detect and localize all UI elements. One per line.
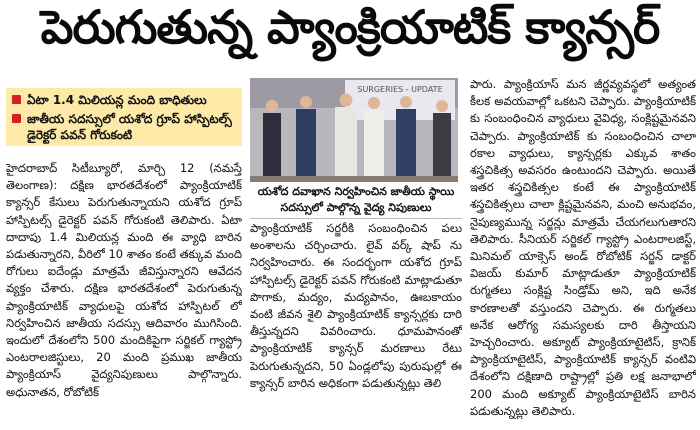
highlight-text: జాతీయ సదస్సులో యశోద గ్రూప్ హాస్పిటల్స్ డైరెక్టర్ పవన్ గోరుకంటి [27,112,232,142]
highlight-item [12,92,236,108]
caption-divider [250,218,462,219]
article-paragraph: పారు. ప్యాంక్రియాస్ మన జీర్ణవ్యవస్థలో అత్యంత కీలక అవయవాల్లో ఒకటని చెప్పారు. ప్యాంక్రియాటిక్ కు సంబంధించిన వ్యాధులు వైవిధ్య, సంక్లిష్టమైనవని చెప్పారు. ప్యాంక్రియాటిక్ కు సంబంధించిన చాలా రకాల వ్యాధులు, క్యాన్సర్లకు ఎక్కువ శాతం శస్త్రచికిత్స అవసరం ఉంటుందని చెప్పారు. అయితే ఇతర శస్త్రచికిత్సల కంటే ఈ ప్యాంక్రియాటిక్ శస్త్రచికిత్సలు చాలా క్లిష్టమైనవని, మంచి అనుభవం, నైపుణ్యమున్న సర్జన్లు మాత్రమే చేయగలుగుతారని తెలిపారు. సీనియర్ సర్జికల్ గ్యాస్ట్రో ఎంటరాలజిస్ట్, మినిమల్ యాక్సెస్ అండ్ రోబోటిక్ సర్జన్ డాక్టర్ విజయ్ కుమార్ మాట్లాడుతూ ప్యాంక్రియాటిక్ రుగ్మతలు సంక్లిష్ట సిండ్రోమ్ అని, ఇది అనేక కారణాలతో వస్తుందని చెప్పారు. ఈ రుగ్మతలు అనేక ఆరోగ్య సమస్యలకు దారి తీస్తాయని హెచ్చరించారు. అక్యూట్ ప్యాంక్రియాటైటిస్, క్రానిక్ ప్యాంక్రియాటైటిస్, ప్యాంక్రియాటిక్ క్యాన్సర్ వంటివి దేశంలోని దక్షిణాది రాష్ట్రాల్లో ప్రతి లక్ష జనాభాలో 200 మంది అక్యూట్ ప్యాంక్రియాటైటిస్ బారిన పడుతున్నట్లు తెలిపారు. [470,77,696,418]
doctors-group-photo [250,78,458,182]
article-paragraph: ప్యాంక్రియాటిక్ సర్జరీకి సంబంధించిన పలు అంశాలను చర్చించారు. లైవ్ వర్క్ షాప్ ను నిర్వహించారు. ఈ సందర్భంగా యశోద గ్రూప్ హాస్పిటల్స్ డైరెక్టర్ పవన్ గోరుకంటి మాట్లాడుతూ పొగాకు, మద్యం, మద్యపానం, ఊబకాయం వంటి జీవన శైలి ప్యాంక్రియాటిక్ క్యాన్సర్లకు దారి తీస్తున్నదని వివరించారు. ధూమపానంతో ప్యాంక్రియాటిక్ క్యాన్సర్ మరణాలు రేటు పెరుగుతున్నదని, 50 ఏండ్లలోపు పురుషుల్లో ఈ క్యాన్సర్ బారిన అధికంగా పడుతున్నట్లు తెలి [250,221,462,390]
highlight-item [12,111,236,143]
highlights-box [6,88,242,146]
red-square-bullet-icon [12,95,21,104]
headline: పెరుగుతున్న ప్యాంక్రియాటిక్ క్యాన్సర్ [40,0,660,54]
article-column-left [6,160,242,430]
red-square-bullet-icon [12,114,21,123]
article-column-right [470,76,696,430]
highlight-text: ఏటా 1.4 మిలియన్ల మంది బాధితులు [27,93,207,107]
news-photo [250,78,458,182]
photo-caption: యశోద దవాఖాన నిర్వహించిన జాతీయ స్థాయి సదస్సులో పాల్గొన్న వైద్య నిపుణులు [257,185,455,214]
article-paragraph: హైదరాబాద్ సిటీబ్యూరో, మార్చి 12 (నమస్తే తెలంగాణ): దక్షిణ భారతదేశంలో ప్యాంక్రియాటిక్ క్యాన్సర్ కేసులు పెరుగుతున్నాయని యశోద గ్రూప్ హాస్పిటల్స్ డైరెక్టర్ పవన్ గోరుకంటి తెలిపారు. ఏటా దాదాపు 1.4 మిలియన్ల మంది ఈ వ్యాధి బారిన పడుతున్నారని, వీరిలో 10 శాతం కంటే తక్కువ మంది రోగులు ఐదేండ్లు మాత్రమే జీవిస్తున్నారని ఆవేదన వ్యక్తం చేశారు. దక్షిణ భారతదేశంలో పెరుగుతున్న ప్యాంక్రియాటిక్ వ్యాధులపై యశోద హాస్పిటల్ లో నిర్వహించిన జాతీయ సదస్సు ఆదివారం ముగిసింది. ఇందులో దేశంలోని 500 మందికిపైగా సర్జికల్ గ్యాస్ట్రో ఎంటరాలజిస్టులు, 20 మంది ప్రముఖ జాతీయ ప్యాంక్రియాస్ వైద్యనిపుణులు పాల్గొన్నారు. అధునాతన, రోబోటిక్ [6,161,242,399]
banner-text: SURGERIES - UPDATE [357,85,443,94]
article-column-middle [250,220,462,430]
